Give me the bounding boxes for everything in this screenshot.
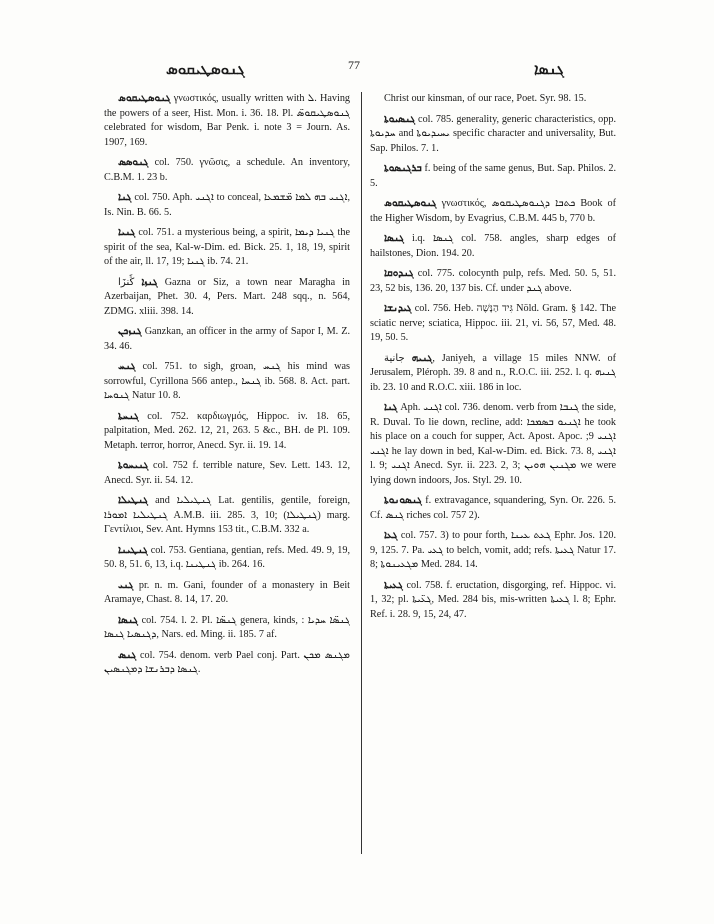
dictionary-entry	[104, 649, 350, 678]
entry-headword: ܓܢܝܚܘܬܐ	[118, 460, 149, 471]
entry-headword: ܒܪܓܢܣܘܬܐ	[384, 163, 422, 174]
entry-headword: ܓܢܕܘܩܐ	[384, 268, 414, 279]
entry-text: col. 756. Heb. גִּיד הַנָּשֶׁה Nöld. Gram. § 142. The sciatic nerve; sciatica, Hippoc. iii. 21, vi. 56, 57, Med. 48. 19, 50. 5.	[370, 303, 616, 343]
entry-headword: ܓܢܣܘܢܘܬܐ	[384, 495, 422, 506]
entry-headword: ܓܢܘܣܛܝܩܘܣ	[384, 198, 437, 209]
entry-headword: ܓܢܛܝܢܐ	[118, 544, 148, 556]
entry-headword: ܓܢܚܬܐ	[118, 410, 139, 422]
dictionary-entry	[104, 494, 350, 538]
entry-headword: ܓܢܣܝܘܬܐ	[384, 113, 416, 125]
entry-text: col. 754. l. 2. Pl. ܓܢܣ̈ܐ genera, kinds, ܓܢܣ̈ܐ ܚܕܝܐ : ܕܓܢܣܝܐ ܓܢܣܐ, Nars. ed. Ming. ii. 185. 7 af.	[104, 614, 350, 640]
entry-headword: ܓܢܙܐ	[141, 276, 158, 288]
entry-text: col. 750. Aph. ܐܓܢܝ to conceal, ܐܓܢܝ ܒܗ ܠܡܐ ܡ̈ܫܡܥܐ, Is. Nin. B. 66. 5.	[104, 192, 351, 218]
entry-text: col. 758. f. eructation, disgorging, ref. Hippoc. vi. 1, 32; pl. ܓܥ̈ܝܬܐ, Med. 284 bis, mis-written ܓܥܝܬܐ l. 8; Ephr. Ref. i. 28. 9, 15, 24, 47.	[370, 579, 617, 620]
entry-text: f. extravagance, squandering, Syn. Or. 226. 5. Cf. ܓܢܣ riches col. 757 2).	[370, 495, 616, 521]
entry-text: جانية, Janiyeh, a village 15 miles NNW. of Jerusalem, Pléroph. 39. 8 and n., R.O.C. iii. 252. l. q. ܓܢܝܗ ib. 23. 10 and R.O.C. xiii. 186 in loc.	[370, 352, 616, 393]
entry-text: γνωστικός, usually written with ܠ. Having the powers of a seer, Hist. Mon. i. 36. 18. Pl. ܓܢܘܣܛܝܩܘܣ̈ celebrated for wisdom, Bar Penk. i. note 3 = Journ. As. 1907, 169.	[104, 93, 351, 148]
entry-text: col. 753. Gentiana, gentian, refs. Med. 49. 9, 19, 50. 8, 51. 6, 13, i.q. ܓܢܛܝܢܐ ib. 264. 16.	[104, 544, 350, 570]
entry-headword: ܓܢܝܗ	[411, 352, 433, 364]
dictionary-entry	[104, 360, 350, 404]
page-header	[104, 56, 636, 80]
dictionary-entry	[370, 529, 616, 573]
dictionary-entry	[370, 232, 616, 261]
page-number: 77	[348, 58, 360, 72]
entry-headword: ܓܢܣ	[118, 649, 137, 661]
running-head-right: ܓܢܣܐ	[534, 60, 565, 78]
dictionary-entry	[104, 614, 350, 643]
dictionary-entry	[104, 156, 350, 185]
entry-text: col. 785. generality, generic characteristics, opp. ܚܕܝܘܬܐ and ܝܚܝܕܝܘܬܐ specific character and universality, But. Sap. Philos. 7. 1.	[370, 113, 617, 154]
entry-text: and ܓܢܛܝܠܝܐ Lat. gentilis, gentile, foreign, ܓܢܛܝܠܝܐ ܐܡܘܪܐ A.M.B. iii. 285. 3, 10; (ܓܢܛܝܠܐ) marg. Γεντίλιοι, Sev. Ant. Hymns 153 tit., C.B.M. 332 a.	[104, 495, 351, 535]
right-column	[370, 92, 616, 628]
dictionary-entry	[370, 302, 616, 346]
entry-text: Aph. ܐܓܢܝ col. 736. denom. verb from ܓܢܒܐ the side, R. Duval. To lie down, recline, add: ܐܓܢܝܘ ܒܣܡܟܐ he took his place on a couch for supper, Act. Apost. Apoc. ܐܓܢܝ 9; ܐܓܢܝ he lay down in bed, Kal-w-Dim. ed. Bick. 73. 8, ܐܓܢܝ l. 9; ܐܓܢܝ Anecd. Syr. ii. 223. 2, 3; ܡܓܢܝܢ ܗܘܝܢ we were lying down indoors, Jos. Styl. 29. 10.	[370, 402, 617, 486]
entry-headword: ܓܢܐ	[118, 192, 132, 203]
entry-text: f. being of the same genus, But. Sap. Philos. 2. 5.	[370, 163, 617, 189]
entry-text: col. 752. καρδιωγμός, Hippoc. iv. 18. 65, palpitation, Med. 262. 12, 21, 263. 5 &c., BH. de Pl. 109. Metaph. terror, horror, Anecd. Syr. ii. 19. 14.	[104, 410, 350, 451]
dictionary-entry	[370, 401, 616, 488]
entry-text: Christ our kinsman, of our race, Poet. Syr. 98. 15.	[384, 93, 587, 104]
entry-headword: ܓܢܝܐ	[118, 227, 136, 238]
column-divider	[361, 92, 362, 854]
dictionary-entry	[104, 544, 350, 573]
entry-headword: ܓܢܝ	[118, 579, 134, 591]
dictionary-entry	[370, 267, 616, 296]
entry-text: col. 750. γνῶσις, a schedule. An inventory, C.B.M. 1. 23 b.	[104, 157, 350, 183]
entry-text: col. 757. 3) to pour forth, ܓܥܬ ܥܝܢܐ Ephr. Jos. 120. 9, 125. 7. Pa. ܓܥܝ to belch, vomit, add; refs. ܓܥܝܬܐ Natur 17. 8; ܡܓܥܝܢܘܬܐ Med. 284. 14.	[370, 530, 617, 570]
dictionary-entry	[370, 352, 616, 396]
entry-headword: ܓܥܐ	[384, 530, 398, 541]
entry-headword: ܓܢܣܐ	[118, 614, 139, 626]
entry-headword: ܓܢܚ	[118, 361, 136, 372]
entry-text: col. 751. a mysterious being, a spirit, ܓܢܝܐ ܕܝܡܐ the spirit of the sea, Kal-w-Dim. ed. Bick. 25. 1, 18, 19, spirit of the air, ll. 17, 19; ܓܢܝܐ ib. 74. 21.	[104, 227, 351, 267]
dictionary-entry	[370, 92, 616, 107]
entry-text: col. 754. denom. verb Pael conj. Part. ܡܓܢܣ ܡܟܢ ܓܢܣܐ ܕܒܪܢܫܐ ܕܡܓܢܣܝܢ.	[104, 649, 351, 675]
entry-headword: ܓܥܝܬܐ	[384, 579, 403, 591]
entry-headword: ܓܢܣܐ	[384, 233, 405, 244]
entry-text: pr. n. m. Gani, founder of a monastery in Beit Aramaye, Chast. 8. 14, 17. 20.	[104, 579, 350, 605]
dictionary-entry	[370, 579, 616, 623]
entry-headword: ܓܢܛܝܠܐ	[118, 495, 149, 506]
running-head-left: ܓܢܘܣܛܝܩܘܣ	[166, 60, 245, 78]
entry-headword: ܓܢܘܣܣ	[118, 157, 149, 168]
dictionary-entry	[370, 197, 616, 226]
dictionary-entry	[104, 325, 350, 354]
dictionary-entry	[104, 579, 350, 608]
entry-text: col. 752 f. terrible nature, Sev. Lett. 143. 12, Anecd. Syr. ii. 54. 12.	[104, 460, 351, 486]
dictionary-entry	[370, 113, 616, 157]
dictionary-entry	[104, 226, 350, 270]
dictionary-entry	[104, 410, 350, 454]
entry-headword: ܓܢܙܟܢ	[118, 326, 142, 337]
dictionary-entry	[104, 191, 350, 220]
entry-text: γνωστικός, ܟܬܒܐ ܕܓܢܘܣܛܝܩܘܣ Book of the Higher Wisdom, by Evagrius, C.B.M. 445 b, 770 b.	[370, 198, 617, 224]
entry-headword: ܓܢܘܣܛܝܩܘܣ	[118, 93, 171, 104]
entry-text: Ganzkan, an officer in the army of Sapor I, M. Z. 34. 46.	[104, 326, 350, 352]
entry-text: i.q. ܓܢܣܐ col. 758. angles, sharp edges of hailstones, Dion. 194. 20.	[370, 233, 616, 259]
entry-headword: ܓܢܐ	[384, 402, 398, 413]
entry-text: col. 775. colocynth pulp, refs. Med. 50. 5, 51. 23, 52 bis, 136. 20, 137 bis. Cf. under ܓܢܕ above.	[370, 268, 616, 294]
entry-text: col. 751. to sigh, groan, ܓܢܚ his mind was sorrowful, Cyrillona 566 antep., ܓܢܚܐ ib. 568. 8. Act. part. ܓܢܘܚܐ Natur 10. 8.	[104, 361, 350, 401]
entry-text: ڭَنزَا Gazna or Siz, a town near Maragha in Azerbaijan, Phet. 30. 4, Pers. Mart. 248 sqq., n. 564, ZDMG. xliii. 398. 14.	[104, 276, 351, 317]
dictionary-entry	[104, 459, 350, 488]
left-column	[104, 92, 350, 684]
entry-headword: ܓܝܕܢܫܐ	[384, 303, 412, 314]
dictionary-entry	[104, 276, 350, 320]
dictionary-entry	[104, 92, 350, 150]
dictionary-entry	[370, 162, 616, 191]
dictionary-entry	[370, 494, 616, 523]
